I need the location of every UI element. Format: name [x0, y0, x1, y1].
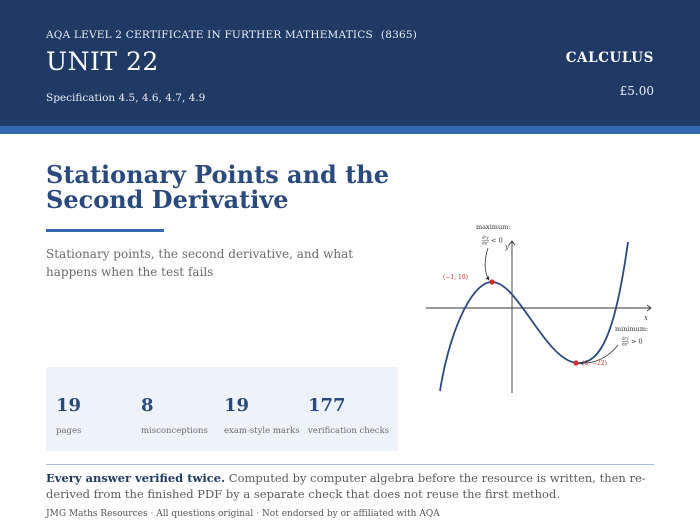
verification-note	[46, 471, 658, 502]
section-divider	[46, 464, 654, 465]
stat-value: 177	[308, 395, 346, 416]
maximum-point	[489, 279, 494, 284]
minimum-derivative-numerator: d²y	[622, 336, 629, 341]
stat-label: pages	[56, 426, 82, 436]
qualification-name: AQA LEVEL 2 CERTIFICATE IN FURTHER MATHEMATICS	[46, 29, 373, 41]
stat-label: verification checks	[308, 426, 390, 436]
stat-exam-marks	[224, 395, 300, 436]
stat-value: 19	[56, 395, 82, 416]
page-title: Stationary Points and the Second Derivative	[46, 160, 389, 214]
cubic-curve	[440, 242, 628, 391]
minimum-derivative-denominator: dx²	[622, 341, 629, 347]
qualification-line	[46, 29, 417, 41]
maximum-derivative-denominator: dx²	[482, 240, 489, 246]
stats-panel	[46, 367, 398, 451]
minimum-label: minimum:	[615, 325, 649, 333]
header-banner	[0, 0, 700, 126]
stat-label: exam-style marks	[224, 426, 300, 436]
maximum-derivative-numerator: d²y	[482, 235, 489, 240]
verification-text: Computed by computer algebra before the resource is written, then re-derived from the finished PDF by a separate check that does not reuse the first method.	[46, 471, 646, 501]
stat-misconceptions	[141, 395, 208, 436]
topic-label: CALCULUS	[565, 50, 654, 66]
stat-value: 19	[224, 395, 250, 416]
minimum-point	[573, 360, 578, 365]
maximum-arrow	[485, 248, 489, 280]
maximum-point-label: (−1, 10)	[443, 274, 468, 281]
footer	[46, 509, 440, 519]
title-underline	[46, 229, 164, 232]
page-description: Stationary points, the second derivative, and what happens when the test fails	[46, 247, 354, 279]
stat-value: 8	[141, 395, 154, 416]
unit-title: UNIT 22	[46, 47, 159, 76]
minimum-point-label: (3, −22)	[582, 360, 607, 367]
footer-separator: ·	[150, 509, 154, 519]
specification-reference: Specification 4.5, 4.6, 4.7, 4.9	[46, 92, 206, 104]
stat-label: misconceptions	[141, 426, 208, 436]
footer-separator: ·	[256, 509, 260, 519]
maximum-condition: < 0	[491, 236, 503, 245]
y-axis-label: y	[505, 243, 509, 251]
maximum-label: maximum:	[476, 223, 511, 231]
stat-pages	[56, 395, 81, 436]
footer-originality: All questions original	[156, 509, 254, 519]
cubic-graph-illustration	[418, 218, 658, 398]
price-label: £5.00	[619, 84, 654, 98]
header-stripe	[0, 126, 700, 134]
qualification-code: (8365)	[380, 29, 418, 41]
footer-disclaimer: Not endorsed by or affiliated with AQA	[261, 509, 440, 519]
x-axis-label: x	[644, 314, 648, 322]
footer-publisher: JMG Maths Resources	[46, 509, 148, 519]
minimum-condition: > 0	[631, 337, 643, 346]
stat-verification-checks	[308, 395, 389, 436]
verification-lead: Every answer verified twice.	[46, 471, 226, 485]
